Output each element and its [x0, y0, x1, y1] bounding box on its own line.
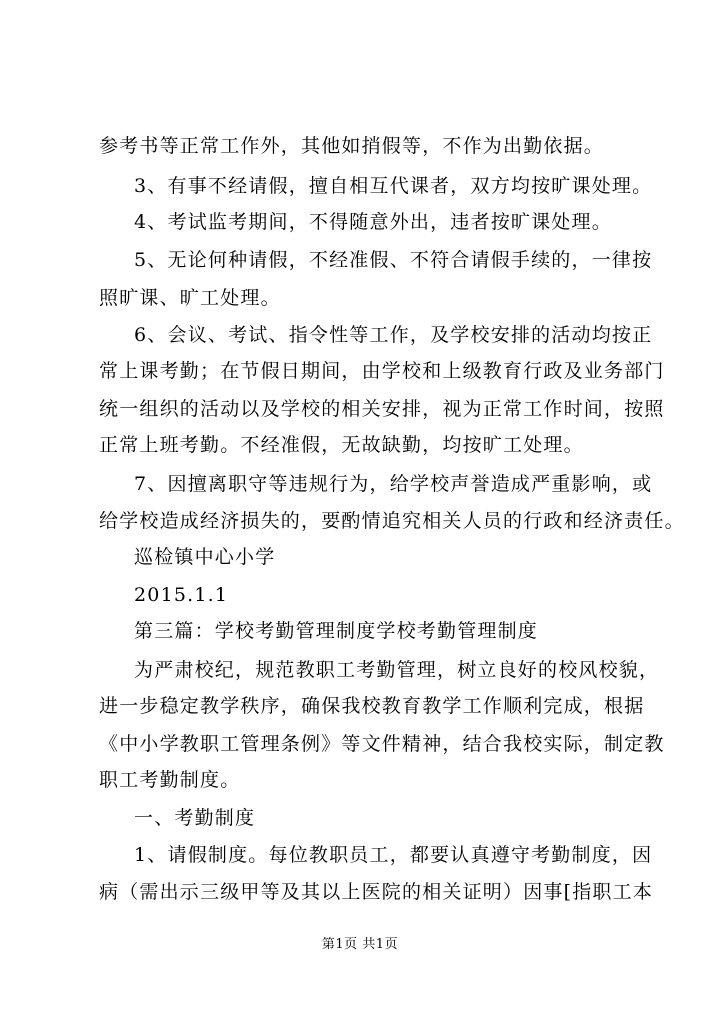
signature-org: 巡检镇中心小学	[134, 546, 276, 568]
signature-date: 2015.1.1	[134, 584, 229, 606]
text-line: 病（需出示三级甲等及其以上医院的相关证明）因事[指职工本	[99, 881, 654, 903]
text-line: 4、考试监考期间，不得随意外出，违者按旷课处理。	[134, 211, 612, 233]
section-title: 第三篇：学校考勤管理制度学校考勤管理制度	[134, 620, 539, 642]
text-line: 7、因擅离职守等违规行为，给学校声誉造成严重影响，或	[134, 473, 653, 495]
text-line: 正常上班考勤。不经准假，无故缺勤，均按旷工处理。	[99, 434, 584, 456]
text-line: 1、请假制度。每位教职员工，都要认真遵守考勤制度，因	[134, 844, 653, 866]
subsection-heading: 一、考勤制度	[134, 807, 256, 829]
text-line: 进一步稳定教学秩序，确保我校教育教学工作顺利完成，根据	[99, 695, 645, 717]
text-line: 《中小学教职工管理条例》等文件精神，结合我校实际，制定教	[99, 733, 665, 755]
text-line: 统一组织的活动以及学校的相关安排，视为正常工作时间，按照	[99, 398, 665, 420]
text-line: 常上课考勤；在节假日期间，由学校和上级教育行政及业务部门	[99, 360, 665, 382]
text-line: 3、有事不经请假，擅自相互代课者，双方均按旷课处理。	[134, 175, 653, 197]
text-line: 参考书等正常工作外，其他如捎假等，不作为出勤依据。	[99, 135, 605, 157]
text-line: 职工考勤制度。	[99, 769, 241, 791]
text-line: 5、无论何种请假，不经准假、不符合请假手续的，一律按	[134, 249, 653, 271]
text-line: 为严肃校纪，规范教职工考勤管理，树立良好的校风校貌，	[134, 659, 660, 681]
text-line: 给学校造成经济损失的，要酌情追究相关人员的行政和经济责任。	[99, 510, 685, 532]
text-line: 照旷课、旷工处理。	[99, 287, 281, 309]
text-line: 6、会议、考试、指令性等工作，及学校安排的活动均按正	[134, 324, 653, 346]
page-footer: 第1页 共1页	[321, 937, 399, 952]
